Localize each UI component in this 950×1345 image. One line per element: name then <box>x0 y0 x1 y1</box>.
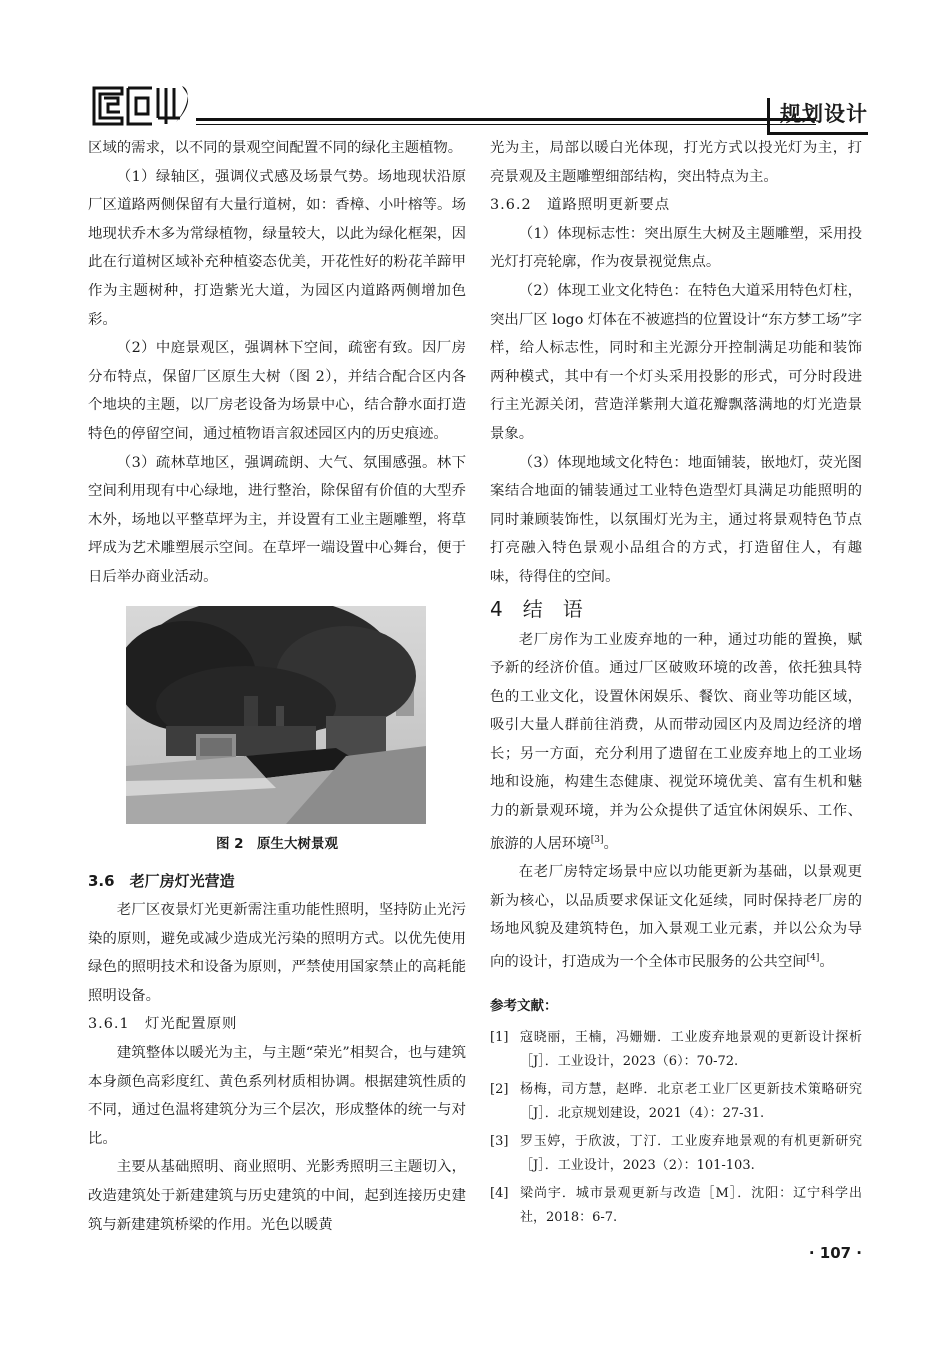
page-number: · 107 · <box>808 1244 862 1262</box>
figure-caption: 图 2 原生大树景观 <box>215 835 339 852</box>
citation-marker: [4] <box>806 952 820 963</box>
references-list <box>490 1026 862 1230</box>
reference-item <box>490 1078 862 1126</box>
paragraph <box>490 858 862 976</box>
paragraph: （2）体现工业文化特色：在特色大道采用特色灯柱，突出厂区 logo 灯体在不被遮挡的位置设计“东方梦工场”字样，给人标志性，同时和主光源分开控制满足功能和装饰两种模式，其中有一个灯头采用投影的形式，可分时段进行主光源关闭，营造洋紫荆大道花瓣飘落满地的灯光造景景象。 <box>490 282 862 442</box>
paragraph-text: 在老厂房特定场景中应以功能更新为基础，以景观更新为核心，以品质要求保证文化延续，同时保持老厂房的场地风貌及建筑特色，加入景观工业元素，并以公众为导向的设计，打造成为一个全体市民服务的公共空间 <box>490 864 862 970</box>
subsection-heading-3-6-2 <box>490 191 862 220</box>
header-rule-thin <box>196 124 816 125</box>
paragraph: 区域的需求，以不同的景观空间配置不同的绿化主题植物。 <box>88 140 463 156</box>
subsection-heading-3-6-1 <box>88 1010 466 1039</box>
paragraph: 建筑整体以暖光为主，与主题“荣光”相契合，也与建筑本身颜色高彩度红、黄色系列材质相协调。根据建筑性质的不同，通过色温将建筑分为三个层次，形成整体的统一与对比。 <box>88 1045 466 1147</box>
reference-number: [1] <box>490 1030 509 1046</box>
paragraph: （1）体现标志性：突出原生大树及主题雕塑，采用投光灯打亮轮廓，作为夜景视觉焦点。 <box>490 225 862 271</box>
page-header <box>88 78 868 130</box>
paragraph-end: 。 <box>603 835 618 852</box>
reference-number: [2] <box>490 1082 509 1098</box>
figure-2 <box>126 606 426 859</box>
header-rule-thick <box>196 118 816 121</box>
section-heading-3-6: 3.6 老厂房灯光营造 <box>88 872 235 891</box>
paragraph: 主要从基础照明、商业照明、光影秀照明三主题切入，改造建筑处于新建建筑与历史建筑的中间，起到连接历史建筑与新建建筑桥梁的作用。光色以暖黄 <box>88 1159 466 1233</box>
section-tag: 规划设计 <box>767 98 868 135</box>
tree-landscape-photo <box>126 606 426 824</box>
left-column <box>88 134 466 1239</box>
paragraph-text: 老厂房作为工业废弃地的一种，通过功能的置换，赋予新的经济价值。通过厂区破败环境的改善，依托独具特色的工业文化，设置休闲娱乐、餐饮、商业等功能区域，吸引大量人群前往消费，从而带动园区内及周边经济的增长；另一方面，充分利用了遗留在工业废弃地上的工业场地和设施，构建生态健康、视觉环境优美、富有生机和魅力的新景观环境，并为公众提供了适宜休闲娱乐、工作、旅游的人居环境 <box>490 631 862 852</box>
reference-number: [4] <box>490 1186 509 1202</box>
reference-text: 罗玉婷，于欣波，丁汀．工业废弃地景观的有机更新研究［J］．工业设计，2023（2）：101-103. <box>520 1134 862 1174</box>
paragraph: （1）绿轴区，强调仪式感及场景气势。场地现状沿原厂区道路两侧保留有大量行道树，如：香樟、小叶榕等。场地现状乔木多为常绿植物，绿量较大，以此为绿化框架，因此在行道树区域补充种植姿态优美，开花性好的粉花羊蹄甲作为主题树种，打造紫光大道，为园区内道路两侧增加色彩。 <box>88 168 466 328</box>
subsection-heading-text: 3.6.2 道路照明更新要点 <box>490 197 671 214</box>
reference-text: 寇晓丽，王楠，冯姗姗．工业废弃地景观的更新设计探析［J］．工业设计，2023（6）：70-72. <box>520 1030 862 1070</box>
journal-logo <box>88 78 200 130</box>
section-heading-4: 4 结 语 <box>490 596 583 621</box>
references-title: 参考文献： <box>490 998 558 1015</box>
subsection-heading-text: 3.6.1 灯光配置原则 <box>88 1016 238 1033</box>
reference-text: 杨梅，司方慧，赵晔．北京老工业厂区更新技术策略研究［J］．北京规划建设，2021（4）：27-31. <box>520 1082 862 1122</box>
reference-number: [3] <box>490 1134 509 1150</box>
right-column <box>490 134 862 1234</box>
citation-marker: [3] <box>590 834 604 845</box>
paragraph: 老厂区夜景灯光更新需注重功能性照明，坚持防止光污染的原则，避免或减少造成光污染的照明方式。以优先使用绿色的照明技术和设备为原则，严禁使用国家禁止的高耗能照明设备。 <box>88 902 466 1004</box>
reference-item <box>490 1026 862 1074</box>
paragraph: 光为主，局部以暖白光体现，打光方式以投光灯为主，打亮景观及主题雕塑细部结构，突出特点为主。 <box>490 140 862 185</box>
paragraph <box>490 626 862 859</box>
reference-text: 梁尚宇．城市景观更新与改造［M］．沈阳：辽宁科学出社，2018：6-7. <box>520 1186 862 1226</box>
paragraph-end: 。 <box>819 953 834 970</box>
paragraph: （3）疏林草地区，强调疏朗、大气、氛围感强。林下空间利用现有中心绿地，进行整治，除保留有价值的大型乔木外，场地以平整草坪为主，并设置有工业主题雕塑，将草坪成为艺术雕塑展示空间。在草坪一端设置中心舞台，便于日后举办商业活动。 <box>88 454 466 585</box>
reference-item <box>490 1130 862 1178</box>
paragraph: （3）体现地域文化特色：地面铺装，嵌地灯，荧光图案结合地面的铺装通过工业特色造型灯具满足功能照明的同时兼顾装饰性，以氛围灯光为主，通过将景观特色节点打亮融入特色景观小品组合的方式，打造留住人，有趣味，待得住的空间。 <box>490 454 862 585</box>
paragraph: （2）中庭景观区，强调林下空间，疏密有致。因厂房分布特点，保留厂区原生大树（图 2），并结合配合区内各个地块的主题，以厂房老设备为场景中心，结合静水面打造特色的停留空间，通过植物语言叙述园区内的历史痕迹。 <box>88 340 466 442</box>
reference-item <box>490 1182 862 1230</box>
